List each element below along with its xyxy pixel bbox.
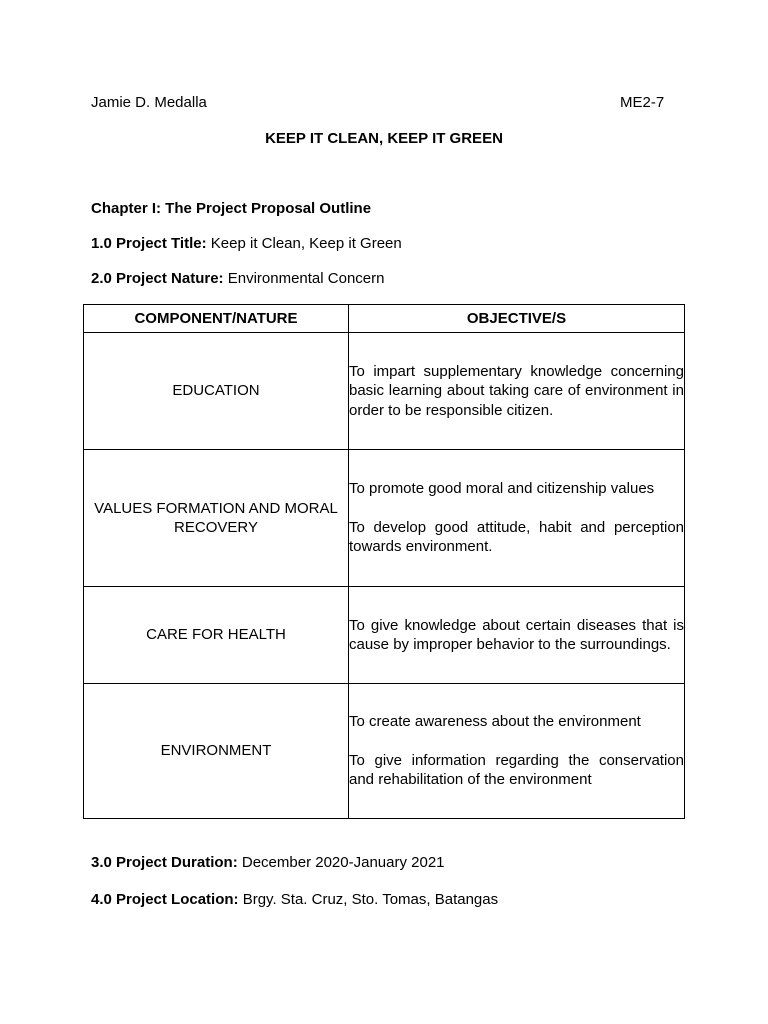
- component-cell: CARE FOR HEALTH: [84, 587, 349, 684]
- objectives-table: [83, 304, 685, 819]
- project-location-line: [91, 891, 498, 909]
- project-location-value: Brgy. Sta. Cruz, Sto. Tomas, Batangas: [242, 891, 499, 908]
- objective-text: To impart supplementary knowledge concerning basic learning about taking care of environment in order to be responsible citizen.: [349, 362, 684, 419]
- document-title: KEEP IT CLEAN, KEEP IT GREEN: [265, 130, 503, 147]
- table-row: [84, 450, 685, 587]
- column-header-component: COMPONENT/NATURE: [84, 305, 349, 333]
- objective-cell: [349, 587, 685, 684]
- project-duration-label: 3.0 Project Duration:: [91, 854, 238, 871]
- project-nature-label: 2.0 Project Nature:: [91, 270, 224, 287]
- component-cell: VALUES FORMATION AND MORAL RECOVERY: [84, 450, 349, 587]
- objective-cell: [349, 684, 685, 819]
- table-row: [84, 684, 685, 819]
- component-cell: EDUCATION: [84, 333, 349, 450]
- objective-text: To give information regarding the conservation and rehabilitation of the environment: [349, 751, 684, 789]
- project-duration-line: [91, 854, 445, 872]
- project-title-label: 1.0 Project Title:: [91, 235, 207, 252]
- project-title-line: [91, 235, 402, 253]
- objective-text: To create awareness about the environment: [349, 713, 641, 731]
- table-header-row: [84, 305, 685, 333]
- column-header-objectives: OBJECTIVE/S: [349, 305, 685, 333]
- project-location-label: 4.0 Project Location:: [91, 891, 239, 908]
- table-row: [84, 333, 685, 450]
- table-row: [84, 587, 685, 684]
- project-nature-line: [91, 270, 384, 288]
- project-title-value: Keep it Clean, Keep it Green: [210, 235, 402, 252]
- objective-text: To develop good attitude, habit and perception towards environment.: [349, 518, 684, 556]
- objective-text: To promote good moral and citizenship values: [349, 480, 655, 498]
- section-code: ME2-7: [620, 94, 665, 111]
- project-nature-value: Environmental Concern: [227, 270, 385, 287]
- objective-text: To give knowledge about certain diseases that is cause by improper behavior to the surroundings.: [349, 616, 684, 653]
- objective-cell: [349, 333, 685, 450]
- component-cell: ENVIRONMENT: [84, 684, 349, 819]
- project-duration-value: December 2020-January 2021: [241, 854, 445, 871]
- chapter-heading: Chapter I: The Project Proposal Outline: [91, 200, 372, 217]
- author-name: Jamie D. Medalla: [91, 94, 207, 111]
- objective-cell: [349, 450, 685, 587]
